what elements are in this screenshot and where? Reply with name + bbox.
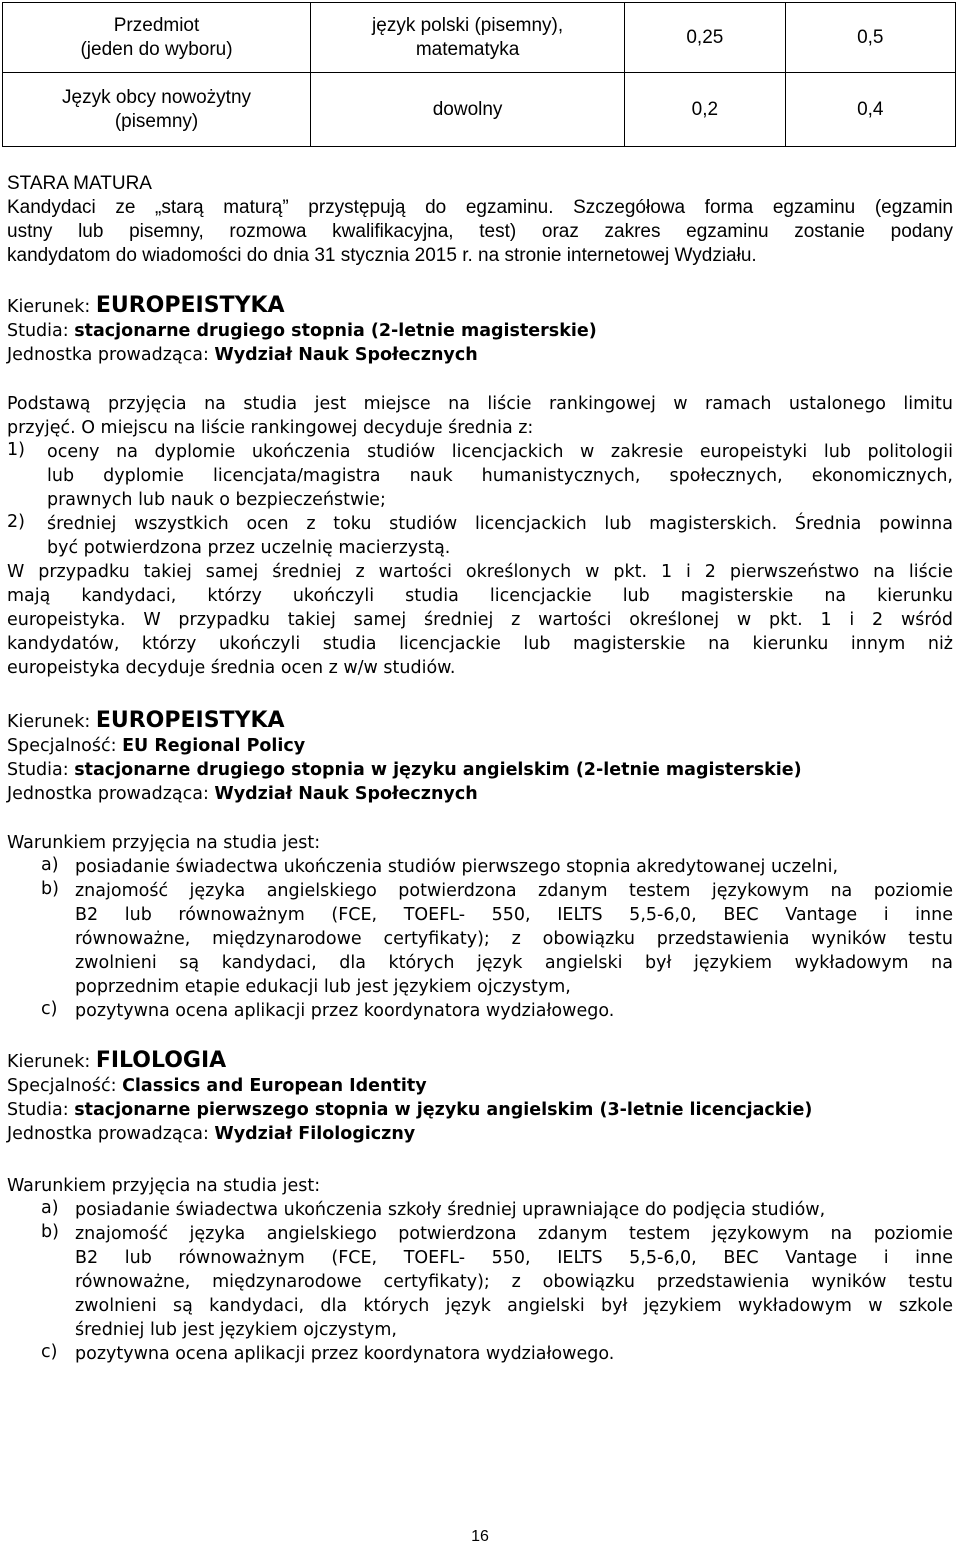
list-item <box>7 879 953 999</box>
paragraph-line: W przypadku takiej samej średniej z wartości określonych w pkt. 1 i 2 pierwszeństwo na liście <box>7 562 953 582</box>
list-line: poprzednim etapie edukacji lub jest językiem ojczystym, <box>75 977 571 997</box>
specjalnosc-label: Specjalność: <box>7 1076 123 1096</box>
specjalnosc-value: Classics and European Identity <box>122 1076 427 1096</box>
specjalnosc-line <box>7 734 953 758</box>
list-line: być potwierdzona przez uczelnię macierzystą. <box>47 538 451 558</box>
list-line: pozytywna ocena aplikacji przez koordynatora wydziałowego. <box>75 1344 615 1364</box>
section-heading: STARA MATURA <box>7 173 152 194</box>
jednostka-line <box>7 782 953 806</box>
specjalnosc-label: Specjalność: <box>7 736 123 756</box>
kierunek-label: Kierunek: <box>7 712 96 732</box>
list-line: posiadanie świadectwa ukończenia studiów pierwszego stopnia akredytowanej uczelni, <box>75 857 839 877</box>
kierunek-value: EUROPEISTYKA <box>95 708 285 733</box>
cell-text: (pisemny) <box>114 110 199 132</box>
weights-table <box>2 2 956 147</box>
eu-regional-policy-requirements <box>7 831 953 1023</box>
table-row <box>3 73 956 147</box>
stara-matura-section <box>7 172 953 268</box>
list-item <box>7 1342 953 1366</box>
list-marker: b) <box>41 1222 59 1242</box>
list-line: lub dyplomie licencjata/magistra nauk humanistycznych, społecznych, ekonomicznych, <box>47 466 953 486</box>
studia-value: stacjonarne pierwszego stopnia w języku angielskim (3-letnie licencjackie) <box>74 1100 813 1120</box>
list-marker: c) <box>41 1342 58 1362</box>
eu-regional-policy-section <box>7 708 953 806</box>
requirements-heading: Warunkiem przyjęcia na studia jest: <box>7 833 321 853</box>
cell-text: język polski (pisemny), <box>372 14 564 36</box>
jednostka-value: Wydział Nauk Społecznych <box>214 784 478 804</box>
jednostka-label: Jednostka prowadząca: <box>7 1124 215 1144</box>
list-line: zwolnieni są kandydaci, dla których język angielski był językiem wykładowym w szkole <box>75 1296 953 1316</box>
table-cell: dowolny <box>311 73 625 147</box>
list-marker: 2) <box>7 512 25 532</box>
list-line: średniej wszystkich ocen z toku studiów licencjackich lub magisterskich. Średnia powinna <box>47 514 953 534</box>
cell-text: Przedmiot <box>113 14 200 36</box>
list-item <box>7 512 953 560</box>
paragraph-line: kandydatów, którzy ukończyli studia licencjackie lub magisterskie na kierunku innym niż <box>7 634 953 654</box>
table-cell: 0,5 <box>785 3 955 73</box>
jednostka-label: Jednostka prowadząca: <box>7 784 215 804</box>
kierunek-line <box>7 1048 953 1074</box>
list-item <box>7 855 953 879</box>
cell-text: (jeden do wyboru) <box>80 38 233 60</box>
jednostka-value: Wydział Nauk Społecznych <box>214 345 478 365</box>
jednostka-line <box>7 343 953 367</box>
filologia-section <box>7 1048 953 1146</box>
requirements-heading: Warunkiem przyjęcia na studia jest: <box>7 1176 321 1196</box>
list-line: zwolnieni są kandydaci, dla których język angielski był językiem wykładowym na <box>75 953 953 973</box>
kierunek-value: EUROPEISTYKA <box>95 293 285 318</box>
europeistyka-section <box>7 293 953 367</box>
list-marker: b) <box>41 879 59 899</box>
paragraph-line: kandydatom do wiadomości do dnia 31 stycznia 2015 r. na stronie internetowej Wydziału. <box>7 245 757 266</box>
table-cell: 0,4 <box>785 73 955 147</box>
jednostka-value: Wydział Filologiczny <box>214 1124 416 1144</box>
table-row <box>3 3 956 73</box>
table-cell <box>3 73 311 147</box>
list-item <box>7 440 953 512</box>
list-marker: a) <box>41 855 59 875</box>
studia-value: stacjonarne drugiego stopnia (2-letnie magisterskie) <box>74 321 597 341</box>
table-cell: 0,2 <box>625 73 785 147</box>
studia-line <box>7 319 953 343</box>
table-cell: 0,25 <box>625 3 785 73</box>
studia-line <box>7 758 953 782</box>
list-marker: 1) <box>7 440 25 460</box>
filologia-requirements <box>7 1174 953 1366</box>
list-item <box>7 1222 953 1342</box>
studia-line <box>7 1098 953 1122</box>
specjalnosc-line <box>7 1074 953 1098</box>
table-cell <box>311 3 625 73</box>
list-line: znajomość języka angielskiego potwierdzona zdanym testem językowym na poziomie <box>75 1224 953 1244</box>
paragraph-line: europeistyka. W przypadku takiej samej średniej z wartości określonej w pkt. 1 i 2 wśród <box>7 610 953 630</box>
kierunek-value: FILOLOGIA <box>95 1048 227 1073</box>
kierunek-label: Kierunek: <box>7 1052 96 1072</box>
list-line: B2 lub równoważnym (FCE, TOEFL- 550, IELTS 5,5-6,0, BEC Vantage i inne <box>75 1248 953 1268</box>
list-line: równoważne, międzynarodowe certyfikaty); z obowiązku przedstawienia wyników testu <box>75 929 953 949</box>
europeistyka-criteria <box>7 392 953 680</box>
paragraph-line: ustny lub pisemny, rozmowa kwalifikacyjna, test) oraz zakres egzaminu zostanie podany <box>7 221 953 242</box>
studia-label: Studia: <box>7 760 75 780</box>
jednostka-label: Jednostka prowadząca: <box>7 345 215 365</box>
kierunek-line <box>7 708 953 734</box>
list-line: oceny na dyplomie ukończenia studiów licencjackich w zakresie europeistyki lub politologii <box>47 442 953 462</box>
list-item <box>7 999 953 1023</box>
list-line: prawnych lub nauk o bezpieczeństwie; <box>47 490 386 510</box>
cell-text: Język obcy nowożytny <box>62 86 252 108</box>
paragraph-line: Podstawą przyjęcia na studia jest miejsce na liście rankingowej w ramach ustalonego limitu <box>7 394 953 414</box>
list-line: średniej lub jest językiem ojczystym, <box>75 1320 397 1340</box>
cell-text: matematyka <box>415 38 520 60</box>
paragraph-line: europeistyka decyduje średnia ocen z w/w studiów. <box>7 658 456 678</box>
kierunek-label: Kierunek: <box>7 297 96 317</box>
jednostka-line <box>7 1122 953 1146</box>
list-line: posiadanie świadectwa ukończenia szkoły średniej uprawniające do podjęcia studiów, <box>75 1200 826 1220</box>
list-line: równoważne, międzynarodowe certyfikaty); z obowiązku przedstawienia wyników testu <box>75 1272 953 1292</box>
list-line: pozytywna ocena aplikacji przez koordynatora wydziałowego. <box>75 1001 615 1021</box>
specjalnosc-value: EU Regional Policy <box>122 736 306 756</box>
studia-label: Studia: <box>7 321 75 341</box>
list-marker: c) <box>41 999 58 1019</box>
list-marker: a) <box>41 1198 59 1218</box>
paragraph-line: Kandydaci ze „starą maturą” przystępują do egzaminu. Szczegółowa forma egzaminu (egzamin <box>7 197 953 218</box>
list-line: znajomość języka angielskiego potwierdzona zdanym testem językowym na poziomie <box>75 881 953 901</box>
table-cell <box>3 3 311 73</box>
paragraph-line: przyjęć. O miejscu na liście rankingowej decyduje średnia z: <box>7 418 534 438</box>
page-number: 16 <box>471 1528 489 1545</box>
studia-label: Studia: <box>7 1100 75 1120</box>
list-item <box>7 1198 953 1222</box>
list-line: B2 lub równoważnym (FCE, TOEFL- 550, IELTS 5,5-6,0, BEC Vantage i inne <box>75 905 953 925</box>
studia-value: stacjonarne drugiego stopnia w języku angielskim (2-letnie magisterskie) <box>74 760 802 780</box>
kierunek-line <box>7 293 953 319</box>
paragraph-line: mają kandydaci, którzy ukończyli studia licencjackie lub magisterskie na kierunku <box>7 586 953 606</box>
